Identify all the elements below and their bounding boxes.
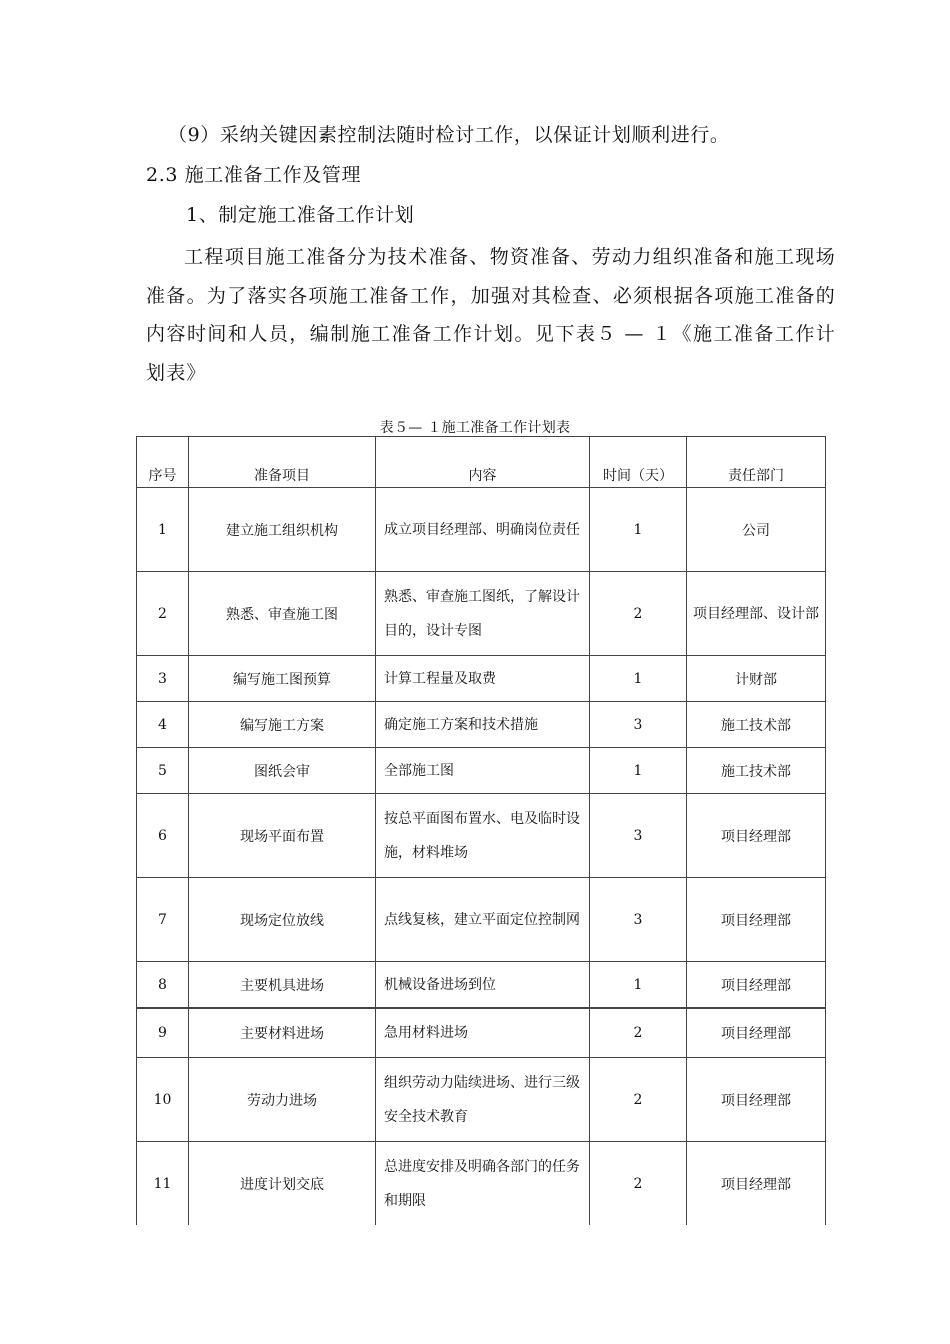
cell-days: 2: [590, 1142, 687, 1226]
cell-content: 成立项目经理部、明确岗位责任: [376, 488, 590, 572]
cell-no: 5: [137, 748, 189, 794]
cell-dept: 项目经理部: [687, 1008, 826, 1058]
cell-item: 现场定位放线: [189, 878, 376, 962]
cell-days: 3: [590, 794, 687, 878]
cell-item: 编写施工图预算: [189, 656, 376, 702]
item-9-paragraph: （9）采纳关键因素控制法随时检讨工作，以保证计划顺利进行。: [168, 124, 730, 146]
table-header-row: [137, 437, 826, 488]
cell-no: 7: [137, 878, 189, 962]
cell-item: 主要材料进场: [189, 1008, 376, 1058]
cell-no: 10: [137, 1058, 189, 1142]
cell-dept: 项目经理部: [687, 1058, 826, 1142]
cell-days: 1: [590, 488, 687, 572]
cell-item: 建立施工组织机构: [189, 488, 376, 572]
table-row: [137, 1008, 826, 1058]
cell-content: 确定施工方案和技术措施: [376, 702, 590, 748]
cell-item: 进度计划交底: [189, 1142, 376, 1226]
header-days: 时间（天）: [590, 437, 687, 488]
cell-content: 机械设备进场到位: [376, 962, 590, 1009]
cell-days: 3: [590, 878, 687, 962]
cell-dept: 施工技术部: [687, 702, 826, 748]
cell-content: 总进度安排及明确各部门的任务和期限: [376, 1142, 590, 1226]
cell-days: 2: [590, 572, 687, 656]
table-row: [137, 702, 826, 748]
preparation-plan-table: [136, 436, 826, 1225]
table-row: [137, 794, 826, 878]
cell-dept: 项目经理部: [687, 1142, 826, 1226]
table-caption: 表５— １施工准备工作计划表: [379, 420, 571, 436]
cell-item: 劳动力进场: [189, 1058, 376, 1142]
cell-no: 4: [137, 702, 189, 748]
cell-days: 2: [590, 1058, 687, 1142]
table-row: [137, 656, 826, 702]
cell-dept: 项目经理部: [687, 878, 826, 962]
cell-item: 主要机具进场: [189, 962, 376, 1009]
cell-no: 1: [137, 488, 189, 572]
cell-dept: 项目经理部、设计部: [687, 572, 826, 656]
table-row: [137, 878, 826, 962]
cell-item: 现场平面布置: [189, 794, 376, 878]
cell-dept: 公司: [687, 488, 826, 572]
cell-content: 全部施工图: [376, 748, 590, 794]
table-row: [137, 962, 826, 1009]
cell-item: 编写施工方案: [189, 702, 376, 748]
cell-no: 11: [137, 1142, 189, 1226]
table-row: [137, 748, 826, 794]
cell-content: 计算工程量及取费: [376, 656, 590, 702]
header-content: 内容: [376, 437, 590, 488]
table-row: [137, 1058, 826, 1142]
table-row: [137, 572, 826, 656]
cell-content: 组织劳动力陆续进场、进行三级安全技术教育: [376, 1058, 590, 1142]
table-row: [137, 1142, 826, 1226]
header-no: 序号: [137, 437, 189, 488]
cell-dept: 计财部: [687, 656, 826, 702]
cell-content: 按总平面图布置水、电及临时设施，材料堆场: [376, 794, 590, 878]
cell-no: 8: [137, 962, 189, 1009]
cell-content: 点线复核，建立平面定位控制网: [376, 878, 590, 962]
cell-days: 2: [590, 1008, 687, 1058]
cell-content: 急用材料进场: [376, 1008, 590, 1058]
cell-item: 图纸会审: [189, 748, 376, 794]
cell-no: 6: [137, 794, 189, 878]
cell-dept: 施工技术部: [687, 748, 826, 794]
cell-days: 1: [590, 656, 687, 702]
header-item: 准备项目: [189, 437, 376, 488]
cell-content: 熟悉、审查施工图纸，了解设计目的，设计专图: [376, 572, 590, 656]
cell-no: 9: [137, 1008, 189, 1058]
header-dept: 责任部门: [687, 437, 826, 488]
body-paragraph: 工程项目施工准备分为技术准备、物资准备、劳动力组织准备和施工现场准备。为了落实各项施工准备工作，加强对其检查、必须根据各项施工准备的内容时间和人员，编制施工准备工作计划。见下表５ — １《施工准备工作计划表》: [146, 246, 836, 384]
cell-days: 1: [590, 962, 687, 1009]
section-heading: 2.3 施工准备工作及管理: [146, 164, 362, 186]
cell-no: 3: [137, 656, 189, 702]
cell-dept: 项目经理部: [687, 962, 826, 1009]
subheading: 1、制定施工准备工作计划: [186, 204, 415, 226]
cell-no: 2: [137, 572, 189, 656]
cell-item: 熟悉、审查施工图: [189, 572, 376, 656]
table-row: [137, 488, 826, 572]
cell-days: 1: [590, 748, 687, 794]
cell-days: 3: [590, 702, 687, 748]
cell-dept: 项目经理部: [687, 794, 826, 878]
